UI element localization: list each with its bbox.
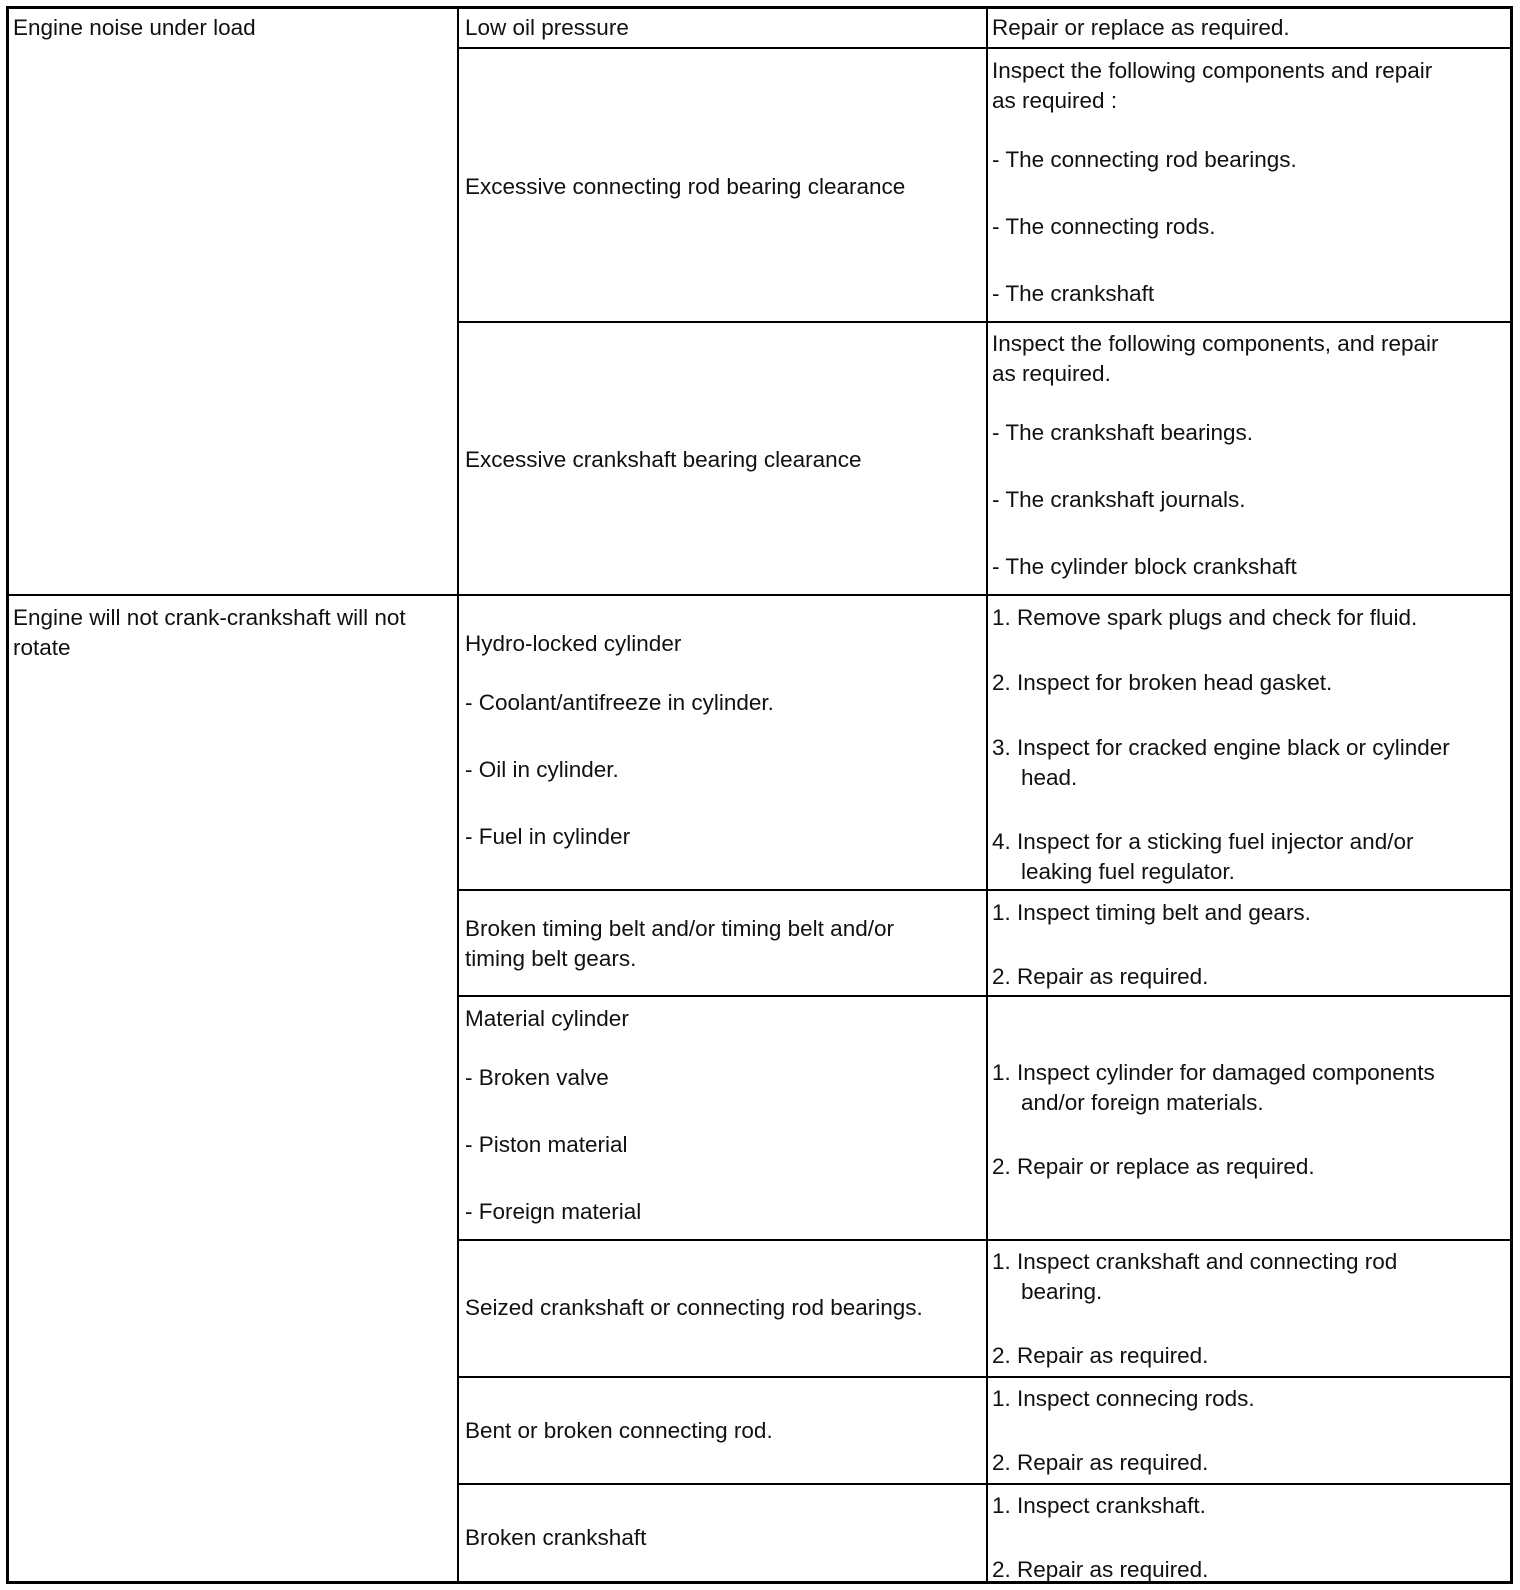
- remedy-step: head.: [1021, 765, 1078, 790]
- cause-item: - Foreign material: [465, 1199, 642, 1224]
- row-divider: [459, 1376, 1511, 1378]
- remedy-step: 2. Repair as required.: [992, 1343, 1209, 1368]
- cause-item: - Oil in cylinder.: [465, 757, 619, 782]
- condition-cell: rotate: [13, 635, 71, 660]
- remedy-intro: as required :: [992, 88, 1118, 113]
- cause-cell: Material cylinder: [465, 1006, 629, 1031]
- column-divider: [986, 8, 988, 1582]
- cause-cell: Hydro-locked cylinder: [465, 631, 682, 656]
- cause-cell: Bent or broken connecting rod.: [465, 1418, 773, 1443]
- remedy-step: 1. Remove spark plugs and check for fluid.: [992, 605, 1418, 630]
- row-divider: [459, 1483, 1511, 1485]
- remedy-step: 1. Inspect cylinder for damaged components: [992, 1060, 1435, 1085]
- remedy-step: 2. Repair as required.: [992, 964, 1209, 989]
- remedy-bullet: - The crankshaft bearings.: [992, 420, 1253, 445]
- cause-cell: Broken crankshaft: [465, 1525, 647, 1550]
- remedy-bullet: - The connecting rod bearings.: [992, 147, 1297, 172]
- remedy-step: 2. Inspect for broken head gasket.: [992, 670, 1333, 695]
- remedy-intro: Inspect the following components, and repair: [992, 331, 1439, 356]
- remedy-step: 1. Inspect crankshaft.: [992, 1493, 1206, 1518]
- remedy-step: 2. Repair as required.: [992, 1557, 1209, 1582]
- cause-cell: Excessive crankshaft bearing clearance: [465, 447, 862, 472]
- cause-item: - Fuel in cylinder: [465, 824, 631, 849]
- row-divider: [459, 1239, 1511, 1241]
- remedy-step: 2. Repair or replace as required.: [992, 1154, 1315, 1179]
- condition-cell: Engine noise under load: [13, 15, 256, 40]
- remedy-intro: Inspect the following components and repair: [992, 58, 1433, 83]
- remedy-step: 3. Inspect for cracked engine black or cylinder: [992, 735, 1450, 760]
- row-divider: [459, 889, 1511, 891]
- row-divider: [459, 321, 1511, 323]
- row-divider: [8, 594, 1511, 596]
- remedy-step: 2. Repair as required.: [992, 1450, 1209, 1475]
- remedy-intro: as required.: [992, 361, 1111, 386]
- remedy-step: 1. Inspect crankshaft and connecting rod: [992, 1249, 1398, 1274]
- remedy-bullet: - The connecting rods.: [992, 214, 1216, 239]
- cause-cell: Low oil pressure: [465, 15, 629, 40]
- remedy-step: bearing.: [1021, 1279, 1103, 1304]
- remedy-bullet: - The crankshaft journals.: [992, 487, 1246, 512]
- condition-cell: Engine will not crank-crankshaft will not: [13, 605, 406, 630]
- column-divider: [457, 8, 459, 1582]
- remedy-step: 4. Inspect for a sticking fuel injector and/or: [992, 829, 1414, 854]
- remedy-cell: Repair or replace as required.: [992, 15, 1290, 40]
- troubleshooting-table: [6, 6, 1513, 1584]
- cause-cell: timing belt gears.: [465, 946, 637, 971]
- cause-cell: Broken timing belt and/or timing belt and/or: [465, 916, 894, 941]
- row-divider: [459, 47, 1511, 49]
- cause-cell: Excessive connecting rod bearing clearance: [465, 174, 906, 199]
- cause-item: - Broken valve: [465, 1065, 609, 1090]
- remedy-bullet: - The cylinder block crankshaft: [992, 554, 1297, 579]
- remedy-step: and/or foreign materials.: [1021, 1090, 1264, 1115]
- remedy-bullet: - The crankshaft: [992, 281, 1155, 306]
- remedy-step: 1. Inspect connecing rods.: [992, 1386, 1255, 1411]
- cause-item: - Piston material: [465, 1132, 628, 1157]
- remedy-step: 1. Inspect timing belt and gears.: [992, 900, 1311, 925]
- cause-cell: Seized crankshaft or connecting rod bearings.: [465, 1295, 923, 1320]
- cause-item: - Coolant/antifreeze in cylinder.: [465, 690, 774, 715]
- remedy-step: leaking fuel regulator.: [1021, 859, 1235, 884]
- row-divider: [459, 995, 1511, 997]
